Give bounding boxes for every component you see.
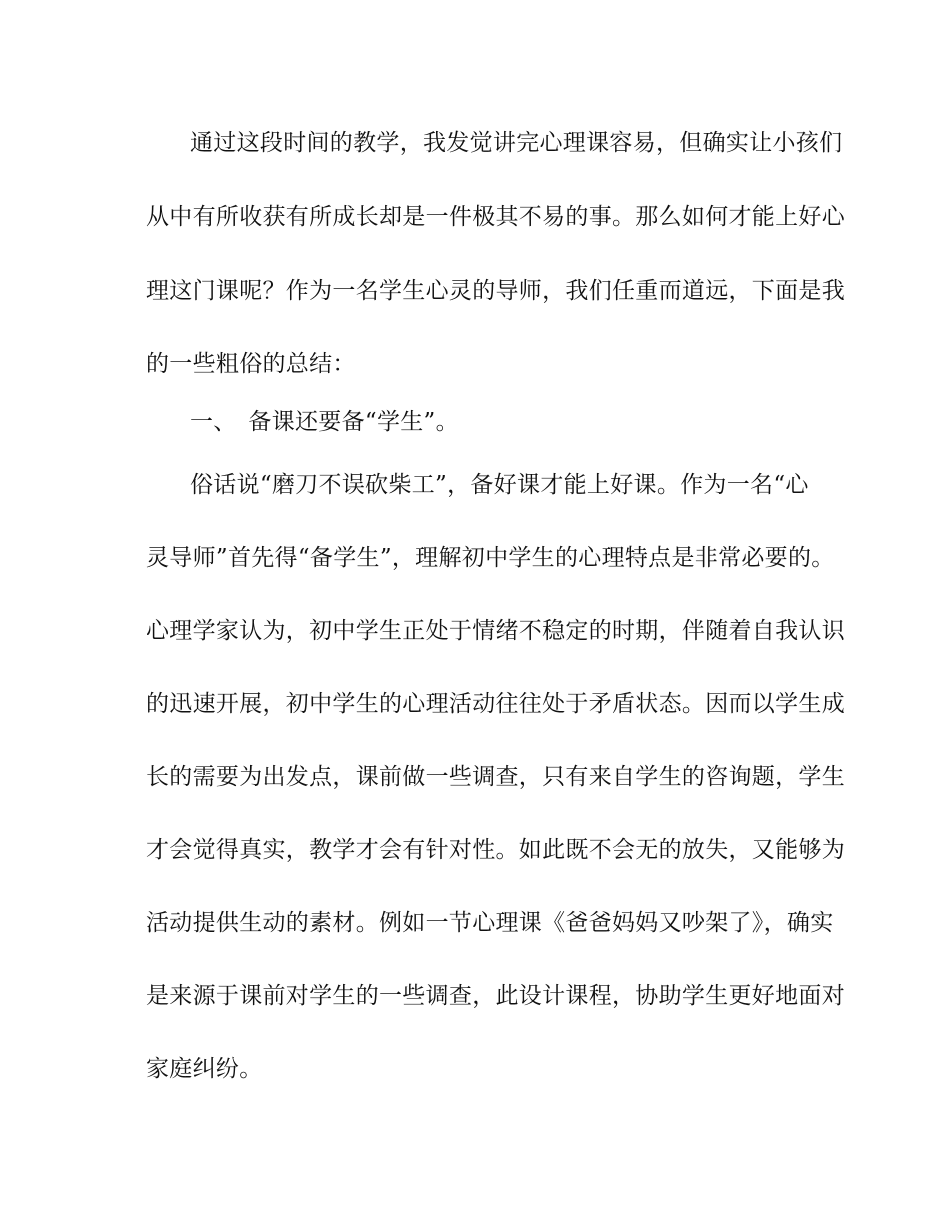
paragraph-line: 灵导师”首先得“备学生”，理解初中学生的心理特点是非常必要的。	[146, 545, 835, 571]
paragraph-line: 长的需要为出发点，课前做一些调查，只有来自学生的咨询题，学生	[146, 764, 845, 790]
paragraph-line: 俗话说“磨刀不误砍柴工”，备好课才能上好课。作为一名“心	[190, 472, 809, 498]
paragraph-line: 通过这段时间的教学，我发觉讲完心理课容易，但确实让小孩们	[190, 130, 843, 156]
paragraph-line: 理这门课呢？作为一名学生心灵的导师，我们任重而道远，下面是我	[146, 278, 845, 304]
paragraph-line: 的迅速开展，初中学生的心理活动往往处于矛盾状态。因而以学生成	[146, 691, 845, 717]
paragraph-line: 心理学家认为，初中学生正处于情绪不稳定的时期，伴随着自我认识	[146, 618, 845, 644]
paragraph-line: 的一些粗俗的总结：	[146, 351, 356, 377]
paragraph-line: 从中有所收获有所成长却是一件极其不易的事。那么如何才能上好心	[146, 204, 845, 230]
paragraph-line: 活动提供生动的素材。例如一节心理课《爸爸妈妈又吵架了》，确实	[146, 910, 834, 936]
paragraph-line: 是来源于课前对学生的一些调查，此设计课程，协助学生更好地面对	[146, 983, 845, 1009]
paragraph-line: 家庭纠纷。	[146, 1056, 263, 1082]
paragraph-line: 才会觉得真实，教学才会有针对性。如此既不会无的放失，又能够为	[146, 837, 845, 863]
section-heading: 一、 备课还要备“学生”。	[190, 409, 459, 435]
